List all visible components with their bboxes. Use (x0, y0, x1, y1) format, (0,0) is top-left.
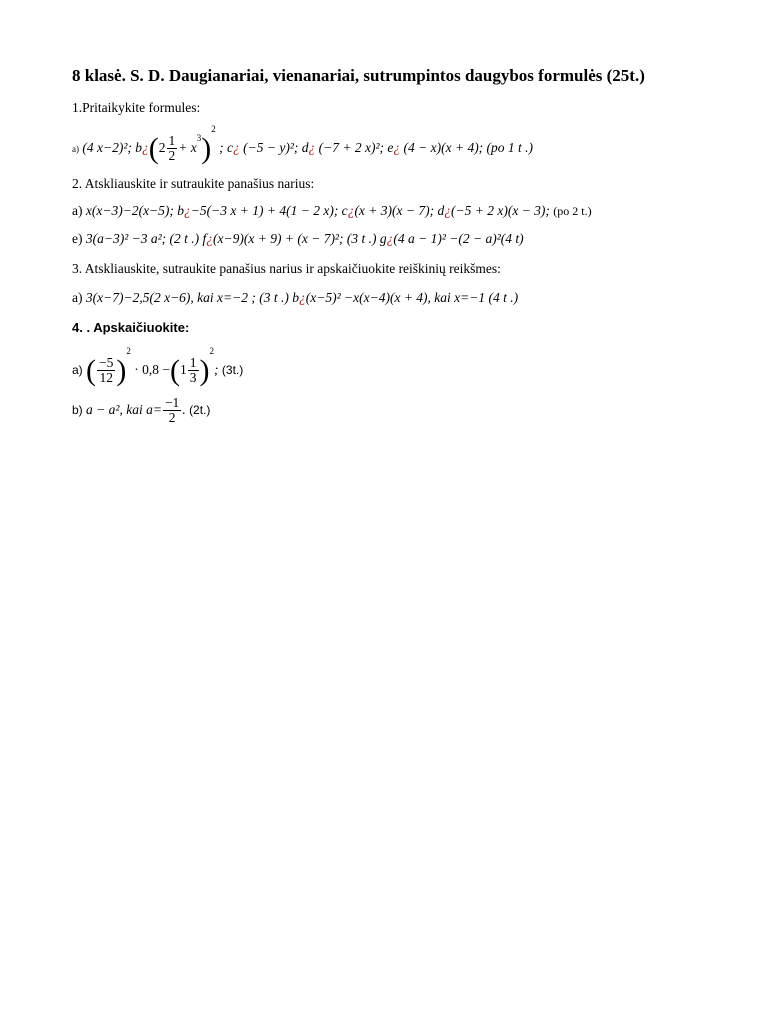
task4-a-exponent: 2 (126, 346, 131, 356)
fraction-denominator: 2 (168, 410, 176, 426)
task1-c: ; c (219, 140, 233, 155)
question-glyph: ¿ (233, 140, 240, 155)
question-glyph: ¿ (386, 231, 394, 246)
task4-b-expr: a − a², kai a= (86, 401, 162, 417)
question-glyph: ¿ (299, 290, 306, 305)
question-glyph: ¿ (184, 203, 191, 218)
task2-g: (4 a − 1)² −(2 − a)²(4 t) (393, 231, 524, 246)
paren-open: ( (170, 353, 181, 387)
task2-a: x(x−3)−2(x−5); b (85, 203, 185, 218)
paren-close: ) (199, 353, 210, 387)
task1-label: a) (72, 144, 79, 154)
task1-heading: 1.Pritaikykite formules: (72, 100, 201, 115)
fraction-numerator: 1 (168, 133, 176, 149)
task1-line (72, 124, 533, 164)
question-glyph: ¿ (393, 140, 401, 155)
task4-a-exponent2: 2 (209, 346, 215, 356)
task1-a: (4 x−2)²; (82, 140, 132, 155)
task1-b-whole: 2 (158, 140, 166, 155)
task1-c-expr: (−5 − y)²; d (243, 140, 309, 155)
paren-open: ( (148, 131, 159, 165)
task1-e-expr: (4 − x)(x + 4); (po 1 t .) (403, 140, 534, 155)
task2-line1 (72, 203, 592, 219)
task3-line (72, 290, 518, 306)
fraction-denominator: 12 (99, 370, 113, 386)
task1-b-rest: + x (178, 140, 197, 155)
task3-heading: 3. Atskliauskite, sutraukite panašius narius ir apskaičiuokite reiškinių reikšmes: (72, 261, 501, 276)
task2-heading: 2. Atskliauskite ir sutraukite panašius narius: (72, 176, 315, 191)
question-glyph: ¿ (308, 140, 316, 155)
task4-a-label: a) (72, 363, 83, 377)
fraction-numerator: −1 (164, 395, 180, 410)
task4-a-mid: · 0,8 − (134, 362, 171, 377)
question-glyph: ¿ (206, 231, 214, 246)
task3-label: a) (72, 290, 83, 305)
task2-label-e: e) (72, 231, 83, 246)
fraction-denominator: 2 (168, 148, 176, 164)
task2-points: (po 2 t.) (553, 204, 592, 218)
fraction-denominator: 3 (189, 370, 197, 386)
task4-heading: 4. . Apskaičiuokite: (72, 320, 190, 335)
task4-b-points: (2t.) (189, 402, 211, 417)
task1-b-letter: b (135, 140, 143, 155)
question-glyph: ¿ (142, 140, 149, 155)
task2-e: 3(a−3)² −3 a²; (2 t .) f (85, 231, 207, 246)
task4-b-end: . (182, 401, 186, 417)
question-glyph: ¿ (444, 203, 451, 218)
task2-b: −5(−3 x + 1) + 4(1 − 2 x); c (190, 203, 348, 218)
task3-a: 3(x−7)−2,5(2 x−6), kai x=−2 ; (3 t .) b (85, 290, 299, 305)
fraction-numerator: 1 (189, 355, 197, 371)
task2-line2 (72, 231, 524, 247)
task1-b-exponent: 3 (196, 133, 202, 143)
task4-a-end: ; (214, 362, 219, 377)
task1-b-fraction (167, 134, 178, 163)
task4-b-fraction (163, 396, 181, 425)
task4-a-fraction2 (188, 356, 199, 385)
paren-open: ( (86, 353, 97, 387)
task2-label-a: a) (72, 203, 83, 218)
question-glyph: ¿ (347, 203, 355, 218)
task4-a-fraction (97, 356, 115, 385)
task2-f: (x−9)(x + 9) + (x − 7)²; (3 t .) g (213, 231, 387, 246)
task1-d-expr: (−7 + 2 x)²; e (318, 140, 394, 155)
task4-a-line (72, 346, 243, 386)
fraction-numerator: −5 (99, 355, 114, 371)
paren-close: ) (201, 131, 212, 165)
task4-b-line (72, 396, 210, 425)
task1-b-outer-exponent: 2 (211, 124, 216, 134)
task4-a-whole: 1 (180, 362, 187, 377)
task3-b: (x−5)² −x(x−4)(x + 4), kai x=−1 (4 t .) (305, 290, 519, 305)
task2-d: (−5 + 2 x)(x − 3); (451, 203, 550, 218)
task2-c: (x + 3)(x − 7); d (354, 203, 445, 218)
paren-close: ) (116, 353, 127, 387)
document-title: 8 klasė. S. D. Daugianariai, vienanariai, sutrumpintos daugybos formulės (25t.) (72, 66, 645, 85)
task4-a-points: (3t.) (221, 363, 244, 377)
task4-b-label: b) (72, 402, 83, 417)
